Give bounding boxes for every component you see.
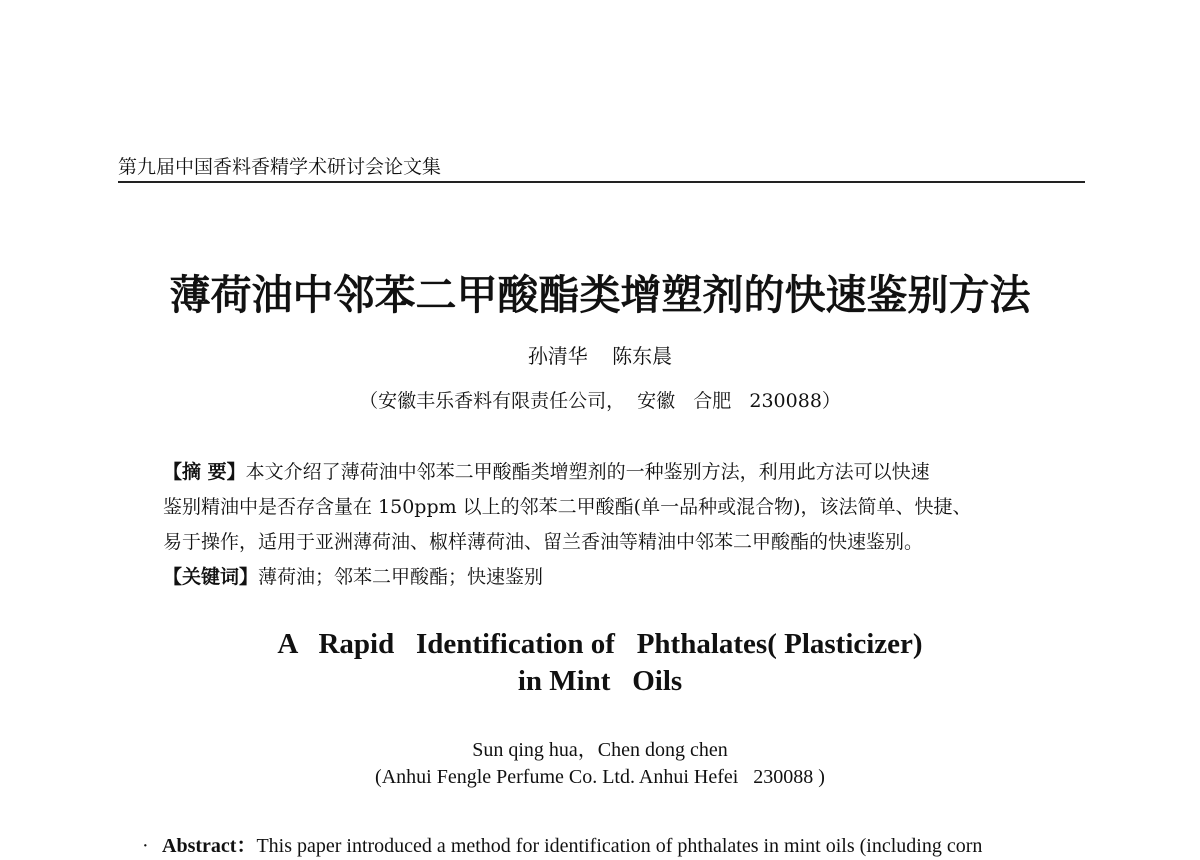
header-rule — [118, 181, 1085, 183]
abstract-separator-en: ： — [236, 835, 257, 857]
chinese-abstract-line-3: 易于操作，适用于亚洲薄荷油、椒样薄荷油、留兰香油等精油中邻苯二甲酸酯的快速鉴别。 — [163, 531, 924, 553]
english-title-line-1: A Rapid Identification of Phthalates( Plasticizer) — [277, 628, 923, 660]
chinese-title: 薄荷油中邻苯二甲酸酯类增塑剂的快速鉴别方法 — [169, 271, 1031, 319]
chinese-abstract-line-2: 鉴别精油中是否存含量在 150ppm 以上的邻苯二甲酸酯(单一品种或混合物)，该法简单、快捷、 — [163, 496, 972, 518]
english-title — [0, 626, 1200, 700]
chinese-authors: 孙清华 陈东晨 — [527, 344, 673, 368]
abstract-label-en: Abstract — [162, 835, 237, 857]
running-header: 第九届中国香料香精学术研讨会论文集 — [118, 156, 442, 178]
abstract-label-cn: 【摘 要】 — [163, 461, 246, 483]
keywords-label-cn: 【关键词】 — [163, 566, 259, 588]
english-authors: Sun qing hua，Chen dong chen — [472, 739, 728, 761]
keywords-text-cn: 薄荷油；邻苯二甲酸酯；快速鉴别 — [258, 566, 544, 588]
english-title-line-2: in Mint Oils — [517, 665, 683, 697]
abstract-text-en: This paper introduced a method for identification of phthalates in mint oils (including corn — [256, 835, 983, 857]
chinese-abstract — [163, 455, 1048, 595]
abstract-text-cn-1: 本文介绍了薄荷油中邻苯二甲酸酯类增塑剂的一种鉴别方法，利用此方法可以快速 — [245, 461, 930, 483]
english-affiliation: (Anhui Fengle Perfume Co. Ltd. Anhui Hefei 230088 ) — [375, 766, 825, 788]
chinese-abstract-line-1 — [163, 455, 1048, 490]
chinese-keywords-line — [163, 560, 1048, 595]
bullet-mark: · — [142, 835, 149, 857]
english-abstract — [142, 829, 1182, 858]
chinese-affiliation: （安徽丰乐香料有限责任公司， 安徽 合肥 230088） — [359, 390, 841, 412]
